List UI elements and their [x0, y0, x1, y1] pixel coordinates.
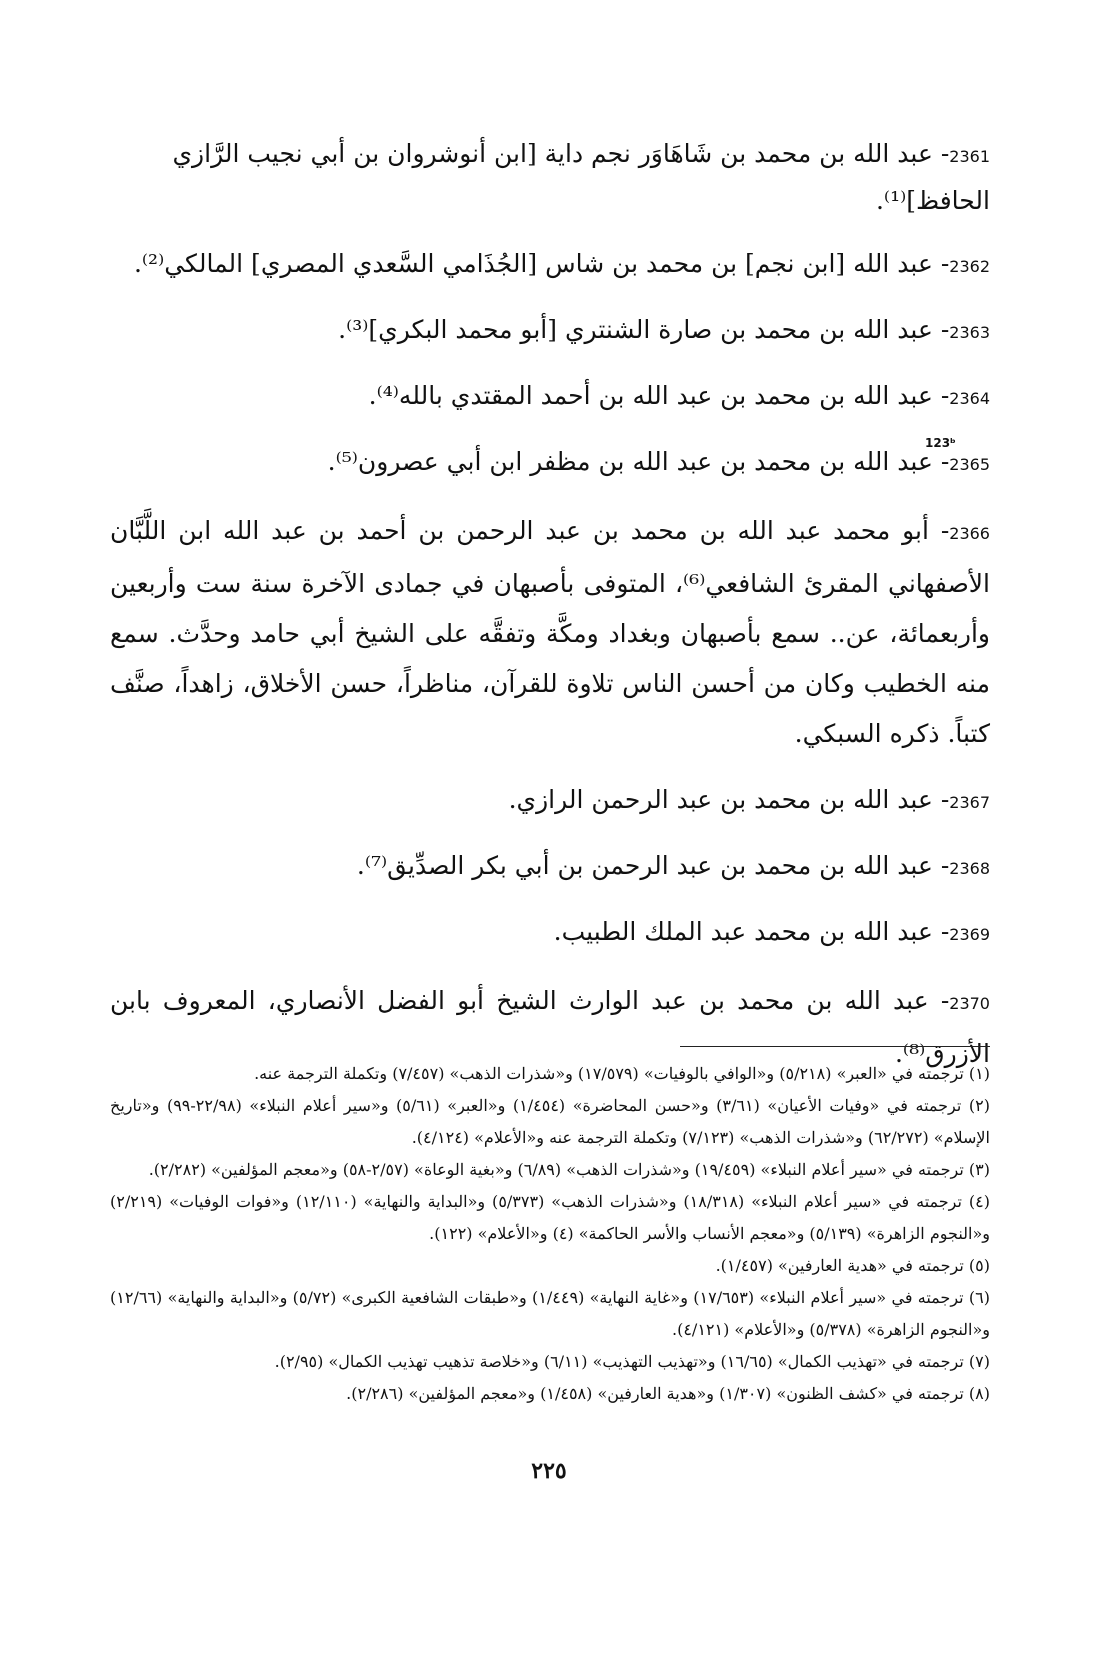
entry-number: 2362 — [949, 257, 990, 276]
entry-2365: 2365- عبد الله بن محمد بن عبد الله بن مظفر ابن أبي عصرون⁽⁵⁾. — [327, 447, 990, 476]
entry-number: 2370 — [949, 994, 990, 1013]
entry-2370: 2370- عبد الله بن محمد بن عبد الوارث الشيخ أبو الفضل الأنصاري، المعروف بابن الأزرق⁽⁸⁾. — [110, 986, 990, 1068]
entry-text: عبد الله بن محمد بن عبد الوارث الشيخ أبو الفضل الأنصاري، المعروف بابن الأزرق⁽⁸⁾. — [110, 986, 990, 1068]
footnotes — [110, 1058, 990, 1410]
footnote: (٥) ترجمته في «هدية العارفين» (١/٤٥٧). — [715, 1256, 990, 1275]
entry-2361: 2361- عبد الله بن محمد بن شَاهَاوَر نجم داية [ابن أنوشروان بن أبي نجيب الرَّازي الحافظ]⁽¹⁾. — [172, 139, 990, 215]
entry-text: عبد الله بن محمد بن عبد الرحمن بن أبي بكر الصدِّيق⁽⁷⁾. — [356, 851, 933, 880]
entry-text: عبد الله بن محمد بن شَاهَاوَر نجم داية [ابن أنوشروان بن أبي نجيب الرَّازي الحافظ]⁽¹⁾. — [172, 139, 990, 215]
entries-list — [110, 132, 990, 1098]
entry-2363: 2363- عبد الله بن محمد بن صارة الشنتري [أبو محمد البكري]⁽³⁾. — [338, 315, 990, 344]
entry-2369: 2369- عبد الله بن محمد عبد الملك الطبيب. — [553, 917, 990, 946]
entry-2362: 2362- عبد الله [ابن نجم] بن محمد بن شاس [الجُذَامي السَّعدي المصري] المالكي⁽²⁾. — [133, 249, 990, 278]
footnote: (٦) ترجمته في «سير أعلام النبلاء» (١٧/٦٥٣) و«غاية النهاية» (١/٤٤٩) و«طبقات الشافعية الكبرى» (٥/٧٢) و«البداية والنهاية» (١٢/٦٦) و«النجوم الزاهرة» (٥/٣٧٨) و«الأعلام» (٤/١٢١). — [110, 1288, 990, 1339]
footnote: (١) ترجمته في «العبر» (٥/٢١٨) و«الوافي بالوفيات» (١٧/٥٧٩) و«شذرات الذهب» (٧/٤٥٧) وتكملة الترجمة عنه. — [254, 1064, 990, 1083]
entry-number: 2365 — [949, 455, 990, 474]
entry-number: 2361 — [949, 147, 990, 166]
entry-text: عبد الله بن محمد بن عبد الرحمن الرازي. — [508, 785, 933, 814]
entry-text: عبد الله [ابن نجم] بن محمد بن شاس [الجُذَامي السَّعدي المصري] المالكي⁽²⁾. — [133, 249, 933, 278]
entry-number: 2368 — [949, 859, 990, 878]
entry-number: 2367 — [949, 793, 990, 812]
entry-number: 2366 — [949, 524, 990, 543]
entry-2364: 2364- عبد الله بن محمد بن عبد الله بن أحمد المقتدي بالله⁽⁴⁾. — [368, 381, 990, 410]
footnote: (٣) ترجمته في «سير أعلام النبلاء» (١٩/٤٥٩) و«شذرات الذهب» (٦/٨٩) و«بغية الوعاة» (٢/٥٧-٥٨) و«معجم المؤلفين» (٢/٢٨٢). — [148, 1160, 990, 1179]
entry-2367: 2367- عبد الله بن محمد بن عبد الرحمن الرازي. — [508, 785, 990, 814]
entry-number: 2363 — [949, 323, 990, 342]
entry-text: عبد الله بن محمد عبد الملك الطبيب. — [553, 917, 933, 946]
entry-text: عبد الله بن محمد بن عبد الله بن أحمد المقتدي بالله⁽⁴⁾. — [368, 381, 933, 410]
entry-2366: 2366- أبو محمد عبد الله بن محمد بن عبد الرحمن بن أحمد بن عبد الله ابن اللَّبَّان الأصفهاني المقرئ الشافعي⁽⁶⁾، المتوفى بأصبهان في جمادى الآخرة سنة ست وأربعين وأربعمائة، عن.. سمع بأصبهان وبغداد ومكَّة وتفقَّه على الشيخ أبي حامد وحدَّث. سمع منه الخطيب وكان من أحسن الناس تلاوة للقرآن، مناظراً، حسن الأخلاق، زاهداً، صنَّف كتباً. ذكره السبكي. — [110, 516, 990, 748]
footnote: (٧) ترجمته في «تهذيب الكمال» (١٦/٦٥) و«تهذيب التهذيب» (٦/١١) و«خلاصة تذهيب تهذيب الكمال» (٢/٩٥). — [274, 1352, 990, 1371]
entry-text: أبو محمد عبد الله بن محمد بن عبد الرحمن بن أحمد بن عبد الله ابن اللَّبَّان الأصفهاني المقرئ الشافعي⁽⁶⁾، المتوفى بأصبهان في جمادى الآخرة سنة ست وأربعين وأربعمائة، عن.. سمع بأصبهان وبغداد ومكَّة وتفقَّه على الشيخ أبي حامد وحدَّث. سمع منه الخطيب وكان من أحسن الناس تلاوة للقرآن، مناظراً، حسن الأخلاق، زاهداً، صنَّف كتباً. ذكره السبكي. — [110, 516, 990, 748]
footnote: (٢) ترجمته في «وفيات الأعيان» (٣/٦١) و«حسن المحاضرة» (١/٤٥٤) و«العبر» (٥/٦١) و«سير أعلام النبلاء» (٢٢/٩٨-٩٩) و«تاريخ الإسلام» (٦٢/٢٧٢) و«شذرات الذهب» (٧/١٢٣) وتكملة الترجمة عنه و«الأعلام» (٤/١٢٤). — [110, 1096, 991, 1147]
entry-number: 2369 — [949, 925, 990, 944]
footnote: (٨) ترجمته في «كشف الظنون» (١/٣٠٧) و«هدية العارفين» (١/٤٥٨) و«معجم المؤلفين» (٢/٢٨٦). — [346, 1384, 990, 1403]
entry-text: عبد الله بن محمد بن عبد الله بن مظفر ابن أبي عصرون⁽⁵⁾. — [327, 447, 933, 476]
page-number: ٢٢٥ — [531, 1458, 567, 1484]
footnote-divider — [680, 1046, 990, 1047]
manuscript-folio-marker: 123ᵇ — [925, 436, 956, 450]
entry-number: 2364 — [949, 389, 990, 408]
footnote: (٤) ترجمته في «سير أعلام النبلاء» (١٨/٣١٨) و«شذرات الذهب» (٥/٣٧٣) و«البداية والنهاية» (١٢/١١٠) و«فوات الوفيات» (٢/٢١٩) و«النجوم الزاهرة» (٥/١٣٩) و«معجم الأنساب والأسر الحاكمة» (٤) و«الأعلام» (١٢٢). — [110, 1192, 991, 1243]
entry-text: عبد الله بن محمد بن صارة الشنتري [أبو محمد البكري]⁽³⁾. — [338, 315, 933, 344]
entry-2368: 2368- عبد الله بن محمد بن عبد الرحمن بن أبي بكر الصدِّيق⁽⁷⁾. — [356, 851, 990, 880]
